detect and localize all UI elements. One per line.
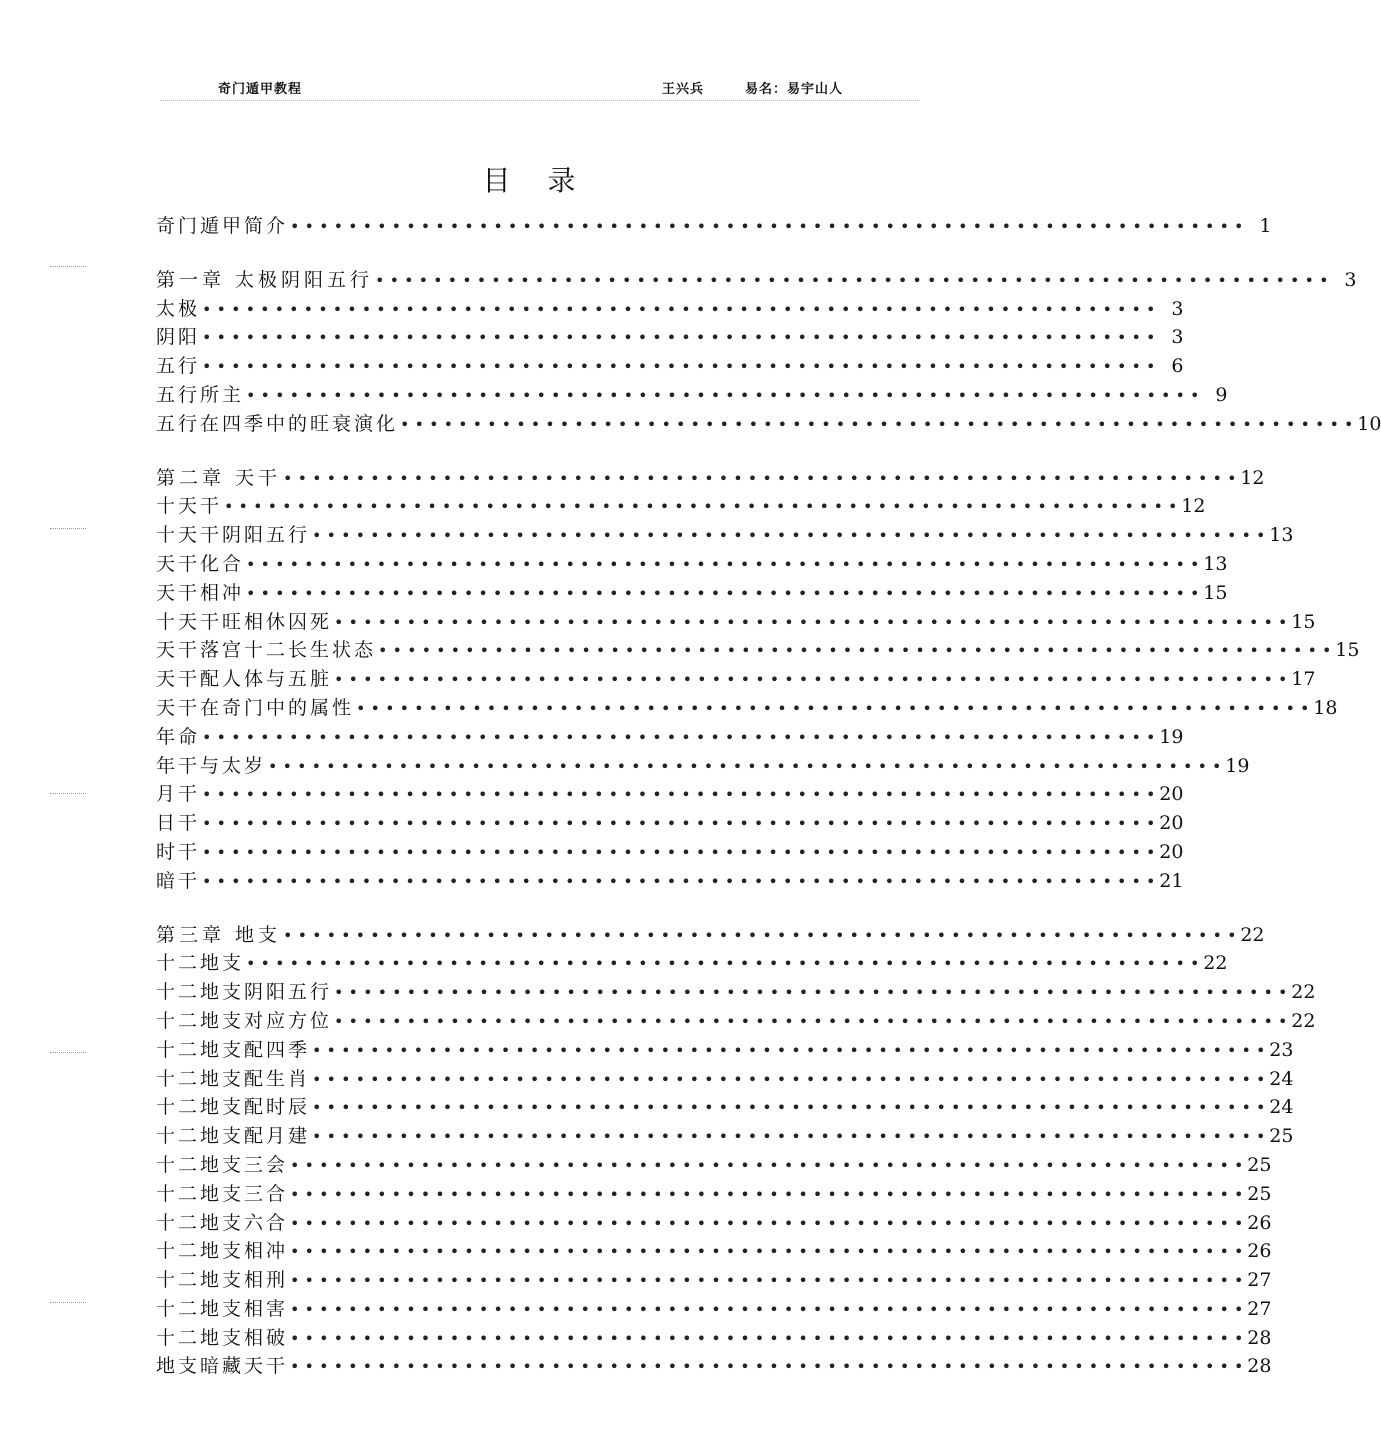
- toc-dot-leader: • • • • • • • • • • • • • • • • • • • • • • • • • • • • • • • • • • • • • • • • • • • • • • • • • • • • • • • • • • • • • • • • • •: [312, 1069, 1266, 1089]
- toc-dot-leader: • • • • • • • • • • • • • • • • • • • • • • • • • • • • • • • • • • • • • • • • • • • • • • • • • • • • • • • • • • • • • • • • • •: [334, 612, 1288, 632]
- toc-page-number: 10: [1357, 412, 1381, 435]
- toc-page-number: 20: [1159, 840, 1184, 863]
- toc-dot-leader: • • • • • • • • • • • • • • • • • • • • • • • • • • • • • • • • • • • • • • • • • • • • • • • • • • • • • • • • • • • • • • • • • •: [202, 814, 1156, 834]
- toc-entry-title: 十二地支配时辰: [156, 1096, 311, 1119]
- toc-entry[interactable]: [156, 323, 1184, 352]
- toc-page-number: 25: [1247, 1182, 1272, 1205]
- toc-entry-title: 十二地支六合: [156, 1211, 289, 1234]
- toc-dot-leader: • • • • • • • • • • • • • • • • • • • • • • • • • • • • • • • • • • • • • • • • • • • • • • • • • • • • • • • • • • • • • • • • • •: [290, 1299, 1244, 1319]
- toc-entry-title: 日干: [156, 812, 201, 835]
- toc-dot-leader: • • • • • • • • • • • • • • • • • • • • • • • • • • • • • • • • • • • • • • • • • • • • • • • • • • • • • • • • • • • • • • • • • •: [202, 299, 1156, 319]
- toc-dot-leader: • • • • • • • • • • • • • • • • • • • • • • • • • • • • • • • • • • • • • • • • • • • • • • • • • • • • • • • • • • • • • • • • • •: [202, 328, 1156, 348]
- toc-entry-title: 十二地支三合: [156, 1182, 289, 1205]
- toc-entry-title: 十二地支对应方位: [156, 1009, 333, 1032]
- toc-page-number: 3: [1344, 268, 1357, 291]
- toc-page-number: 23: [1269, 1038, 1294, 1061]
- toc-dot-leader: • • • • • • • • • • • • • • • • • • • • • • • • • • • • • • • • • • • • • • • • • • • • • • • • • • • • • • • • • • • • • • • • • •: [290, 1184, 1244, 1204]
- margin-mark: [50, 1302, 86, 1303]
- toc-entry-title: 十二地支三会: [156, 1153, 289, 1176]
- toc-entry-title: 十二地支: [156, 952, 245, 975]
- toc-entry[interactable]: [156, 492, 1206, 521]
- toc-dot-leader: • • • • • • • • • • • • • • • • • • • • • • • • • • • • • • • • • • • • • • • • • • • • • • • • • • • • • • • • • • • • • • • • • •: [290, 1155, 1244, 1175]
- toc-entry[interactable]: [156, 608, 1316, 637]
- toc-section: [156, 212, 1272, 241]
- margin-mark: [50, 793, 86, 794]
- margin-mark: [50, 528, 86, 529]
- toc-page-number: 17: [1291, 668, 1316, 691]
- toc-page-number: 19: [1225, 754, 1250, 777]
- toc-page-number: 22: [1291, 1009, 1316, 1032]
- toc-entry[interactable]: [156, 1209, 1272, 1238]
- toc-entry[interactable]: [156, 521, 1294, 550]
- toc-dot-leader: • • • • • • • • • • • • • • • • • • • • • • • • • • • • • • • • • • • • • • • • • • • • • • • • • • • • • • • • • • • • • • • • • •: [290, 217, 1244, 236]
- toc-entry-title: 年干与太岁: [156, 754, 267, 777]
- toc-page-number: 22: [1203, 952, 1228, 975]
- toc-entry-title: 天干相冲: [156, 581, 245, 604]
- toc-entry-title: 十二地支阴阳五行: [156, 981, 333, 1004]
- toc-page-number: 21: [1159, 869, 1184, 892]
- toc-section: [156, 921, 1316, 1382]
- toc-dot-leader: • • • • • • • • • • • • • • • • • • • • • • • • • • • • • • • • • • • • • • • • • • • • • • • • • • • • • • • • • • • • • • • • • •: [378, 641, 1332, 661]
- header-book-title: 奇门遁甲教程: [218, 82, 303, 97]
- toc-entry[interactable]: [156, 1324, 1272, 1353]
- toc-dot-leader: • • • • • • • • • • • • • • • • • • • • • • • • • • • • • • • • • • • • • • • • • • • • • • • • • • • • • • • • • • • • • • • • • •: [246, 385, 1200, 405]
- toc-section: [156, 266, 1381, 439]
- toc-dot-leader: • • • • • • • • • • • • • • • • • • • • • • • • • • • • • • • • • • • • • • • • • • • • • • • • • • • • • • • • • • • • • • • • • •: [283, 468, 1237, 488]
- toc-entry[interactable]: [156, 636, 1360, 665]
- toc-entry[interactable]: [156, 1295, 1272, 1324]
- toc-dot-leader: • • • • • • • • • • • • • • • • • • • • • • • • • • • • • • • • • • • • • • • • • • • • • • • • • • • • • • • • • • • • • • • • • •: [312, 1098, 1266, 1118]
- toc-entry-title: 十二地支配四季: [156, 1038, 311, 1061]
- toc-entry-title: 天干配人体与五脏: [156, 668, 333, 691]
- table-of-contents: [156, 212, 1381, 1406]
- toc-page-number: 12: [1240, 466, 1265, 489]
- toc-entry-title: 天干落宫十二长生状态: [156, 639, 377, 662]
- header-rule: [160, 100, 920, 101]
- toc-page-number: 26: [1247, 1240, 1272, 1263]
- toc-entry-title: 天干化合: [156, 552, 245, 575]
- toc-dot-leader: • • • • • • • • • • • • • • • • • • • • • • • • • • • • • • • • • • • • • • • • • • • • • • • • • • • • • • • • • • • • • • • • • •: [312, 1127, 1266, 1147]
- toc-page-number: 28: [1247, 1326, 1272, 1349]
- toc-entry[interactable]: [156, 694, 1338, 723]
- toc-dot-leader: • • • • • • • • • • • • • • • • • • • • • • • • • • • • • • • • • • • • • • • • • • • • • • • • • • • • • • • • • • • • • • • • • •: [290, 1328, 1244, 1348]
- header-alias: 易名：易宇山人: [745, 82, 844, 97]
- toc-page-number: 13: [1269, 524, 1294, 547]
- toc-entry[interactable]: [156, 550, 1228, 579]
- toc-entry[interactable]: [156, 809, 1184, 838]
- toc-entry[interactable]: [156, 579, 1228, 608]
- toc-page-number: 15: [1335, 639, 1360, 662]
- toc-entry-title: 阴阳: [156, 326, 201, 349]
- toc-dot-leader: • • • • • • • • • • • • • • • • • • • • • • • • • • • • • • • • • • • • • • • • • • • • • • • • • • • • • • • • • • • • • • • • • •: [246, 583, 1200, 603]
- toc-page-number: 25: [1247, 1153, 1272, 1176]
- toc-page-number: 28: [1247, 1355, 1272, 1378]
- toc-entry[interactable]: [156, 381, 1228, 410]
- toc-entry[interactable]: [156, 1237, 1272, 1266]
- toc-entry-title: 十天干旺相休囚死: [156, 610, 333, 633]
- margin-mark: [50, 1052, 86, 1053]
- header-author: 王兴兵: [662, 82, 705, 97]
- toc-section: [156, 464, 1360, 896]
- toc-entry-title: 时干: [156, 840, 201, 863]
- toc-dot-leader: • • • • • • • • • • • • • • • • • • • • • • • • • • • • • • • • • • • • • • • • • • • • • • • • • • • • • • • • • • • • • • • • • •: [334, 983, 1288, 1003]
- page-title: 目 录: [482, 163, 590, 197]
- toc-entry-title: 五行: [156, 355, 201, 378]
- toc-entry-title: 天干在奇门中的属性: [156, 696, 355, 719]
- toc-entry-title: 五行所主: [156, 383, 245, 406]
- toc-page-number: 24: [1269, 1096, 1294, 1119]
- toc-page-number: 3: [1171, 326, 1184, 349]
- toc-entry[interactable]: [156, 1180, 1272, 1209]
- toc-entry-title: 月干: [156, 783, 201, 806]
- toc-entry[interactable]: [156, 1036, 1294, 1065]
- toc-entry-title: 十二地支相冲: [156, 1240, 289, 1263]
- toc-entry[interactable]: [156, 352, 1184, 381]
- toc-page-number: 25: [1269, 1125, 1294, 1148]
- toc-entry-title: 第三章 地支: [156, 923, 282, 946]
- toc-page-number: 27: [1247, 1269, 1272, 1292]
- toc-dot-leader: • • • • • • • • • • • • • • • • • • • • • • • • • • • • • • • • • • • • • • • • • • • • • • • • • • • • • • • • • • • • • • • • • •: [290, 1213, 1244, 1233]
- toc-entry[interactable]: [156, 780, 1184, 809]
- toc-entry[interactable]: [156, 723, 1184, 752]
- toc-dot-leader: • • • • • • • • • • • • • • • • • • • • • • • • • • • • • • • • • • • • • • • • • • • • • • • • • • • • • • • • • • • • • • • • • •: [202, 357, 1156, 377]
- toc-dot-leader: • • • • • • • • • • • • • • • • • • • • • • • • • • • • • • • • • • • • • • • • • • • • • • • • • • • • • • • • • • • • • • • • • •: [283, 925, 1237, 945]
- toc-entry[interactable]: [156, 1151, 1272, 1180]
- toc-dot-leader: • • • • • • • • • • • • • • • • • • • • • • • • • • • • • • • • • • • • • • • • • • • • • • • • • • • • • • • • • • • • • • • • • •: [268, 756, 1222, 776]
- toc-entry-title: 十二地支相刑: [156, 1269, 289, 1292]
- toc-dot-leader: • • • • • • • • • • • • • • • • • • • • • • • • • • • • • • • • • • • • • • • • • • • • • • • • • • • • • • • • • • • • • • • • • •: [202, 727, 1156, 747]
- toc-page-number: 20: [1159, 783, 1184, 806]
- toc-entry-title: 第二章 天干: [156, 466, 282, 489]
- toc-entry-title: 五行在四季中的旺衰演化: [156, 412, 399, 435]
- toc-page-number: 22: [1291, 981, 1316, 1004]
- toc-dot-leader: • • • • • • • • • • • • • • • • • • • • • • • • • • • • • • • • • • • • • • • • • • • • • • • • • • • • • • • • • • • • • • • • • •: [202, 871, 1156, 891]
- toc-page-number: 19: [1159, 725, 1184, 748]
- toc-dot-leader: • • • • • • • • • • • • • • • • • • • • • • • • • • • • • • • • • • • • • • • • • • • • • • • • • • • • • • • • • • • • • • • • • •: [202, 785, 1156, 805]
- toc-entry[interactable]: [156, 1266, 1272, 1295]
- toc-page-number: 27: [1247, 1297, 1272, 1320]
- toc-dot-leader: • • • • • • • • • • • • • • • • • • • • • • • • • • • • • • • • • • • • • • • • • • • • • • • • • • • • • • • • • • • • • • • • • •: [312, 1040, 1266, 1060]
- toc-entry-title: 地支暗藏天干: [156, 1355, 289, 1378]
- toc-dot-leader: • • • • • • • • • • • • • • • • • • • • • • • • • • • • • • • • • • • • • • • • • • • • • • • • • • • • • • • • • • • • • • • • • •: [246, 954, 1200, 974]
- toc-dot-leader: • • • • • • • • • • • • • • • • • • • • • • • • • • • • • • • • • • • • • • • • • • • • • • • • • • • • • • • • • • • • • • • • • •: [334, 1011, 1288, 1031]
- toc-entry-title: 十二地支配生肖: [156, 1067, 311, 1090]
- toc-page-number: 20: [1159, 812, 1184, 835]
- toc-dot-leader: • • • • • • • • • • • • • • • • • • • • • • • • • • • • • • • • • • • • • • • • • • • • • • • • • • • • • • • • • • • • • • • • • •: [290, 1357, 1244, 1377]
- toc-entry[interactable]: [156, 752, 1250, 781]
- toc-page-number: 1: [1259, 215, 1272, 237]
- toc-entry[interactable]: [156, 978, 1316, 1007]
- toc-entry-title: 太极: [156, 297, 201, 320]
- toc-entry[interactable]: [156, 1093, 1294, 1122]
- toc-entry[interactable]: [156, 665, 1316, 694]
- toc-entry[interactable]: [156, 1007, 1316, 1036]
- toc-entry-title: 年命: [156, 725, 201, 748]
- toc-entry-title: 十二地支配月建: [156, 1125, 311, 1148]
- toc-page-number: 15: [1291, 610, 1316, 633]
- toc-page-number: 3: [1171, 297, 1184, 320]
- toc-page-number: 13: [1203, 552, 1228, 575]
- toc-chapter-entry[interactable]: [156, 266, 1357, 295]
- toc-dot-leader: • • • • • • • • • • • • • • • • • • • • • • • • • • • • • • • • • • • • • • • • • • • • • • • • • • • • • • • • • • • • • • • • • •: [375, 270, 1329, 290]
- toc-entry[interactable]: [156, 949, 1228, 978]
- toc-page-number: 24: [1269, 1067, 1294, 1090]
- toc-entry-title: 暗干: [156, 869, 201, 892]
- toc-dot-leader: • • • • • • • • • • • • • • • • • • • • • • • • • • • • • • • • • • • • • • • • • • • • • • • • • • • • • • • • • • • • • • • • • •: [290, 1271, 1244, 1291]
- toc-dot-leader: • • • • • • • • • • • • • • • • • • • • • • • • • • • • • • • • • • • • • • • • • • • • • • • • • • • • • • • • • • • • • • • • • •: [356, 698, 1310, 718]
- toc-entry[interactable]: [156, 410, 1381, 439]
- toc-entry-title: 十二地支相害: [156, 1297, 289, 1320]
- toc-page-number: 9: [1215, 383, 1228, 406]
- toc-entry-title: 十天干阴阳五行: [156, 524, 311, 547]
- toc-entry[interactable]: [156, 1122, 1294, 1151]
- toc-page-number: 6: [1171, 355, 1184, 378]
- toc-page-number: 12: [1181, 495, 1206, 518]
- toc-dot-leader: • • • • • • • • • • • • • • • • • • • • • • • • • • • • • • • • • • • • • • • • • • • • • • • • • • • • • • • • • • • • • • • • • •: [224, 497, 1178, 517]
- toc-entry[interactable]: [156, 1065, 1294, 1094]
- toc-entry[interactable]: [156, 212, 1272, 241]
- toc-dot-leader: • • • • • • • • • • • • • • • • • • • • • • • • • • • • • • • • • • • • • • • • • • • • • • • • • • • • • • • • • • • • • • • • • •: [312, 526, 1266, 546]
- running-header: [0, 78, 1072, 98]
- toc-dot-leader: • • • • • • • • • • • • • • • • • • • • • • • • • • • • • • • • • • • • • • • • • • • • • • • • • • • • • • • • • • • • • • • • • •: [290, 1242, 1244, 1262]
- toc-entry[interactable]: [156, 838, 1184, 867]
- margin-mark: [50, 266, 86, 267]
- toc-chapter-entry[interactable]: [156, 464, 1265, 493]
- toc-entry-title: 奇门遁甲简介: [156, 215, 289, 237]
- toc-entry[interactable]: [156, 295, 1184, 324]
- toc-entry-title: 第一章 太极阴阳五行: [156, 268, 374, 291]
- toc-page-number: 18: [1313, 696, 1338, 719]
- toc-dot-leader: • • • • • • • • • • • • • • • • • • • • • • • • • • • • • • • • • • • • • • • • • • • • • • • • • • • • • • • • • • • • • • • • • •: [334, 670, 1288, 690]
- toc-entry-title: 十二地支相破: [156, 1326, 289, 1349]
- toc-page-number: 15: [1203, 581, 1228, 604]
- toc-entry[interactable]: [156, 1352, 1272, 1381]
- toc-dot-leader: • • • • • • • • • • • • • • • • • • • • • • • • • • • • • • • • • • • • • • • • • • • • • • • • • • • • • • • • • • • • • • • • • •: [400, 414, 1354, 434]
- toc-chapter-entry[interactable]: [156, 921, 1265, 950]
- toc-page-number: 26: [1247, 1211, 1272, 1234]
- toc-dot-leader: • • • • • • • • • • • • • • • • • • • • • • • • • • • • • • • • • • • • • • • • • • • • • • • • • • • • • • • • • • • • • • • • • •: [246, 554, 1200, 574]
- toc-entry[interactable]: [156, 867, 1184, 896]
- toc-entry-title: 十天干: [156, 495, 223, 518]
- toc-dot-leader: • • • • • • • • • • • • • • • • • • • • • • • • • • • • • • • • • • • • • • • • • • • • • • • • • • • • • • • • • • • • • • • • • •: [202, 842, 1156, 862]
- toc-page-number: 22: [1240, 923, 1265, 946]
